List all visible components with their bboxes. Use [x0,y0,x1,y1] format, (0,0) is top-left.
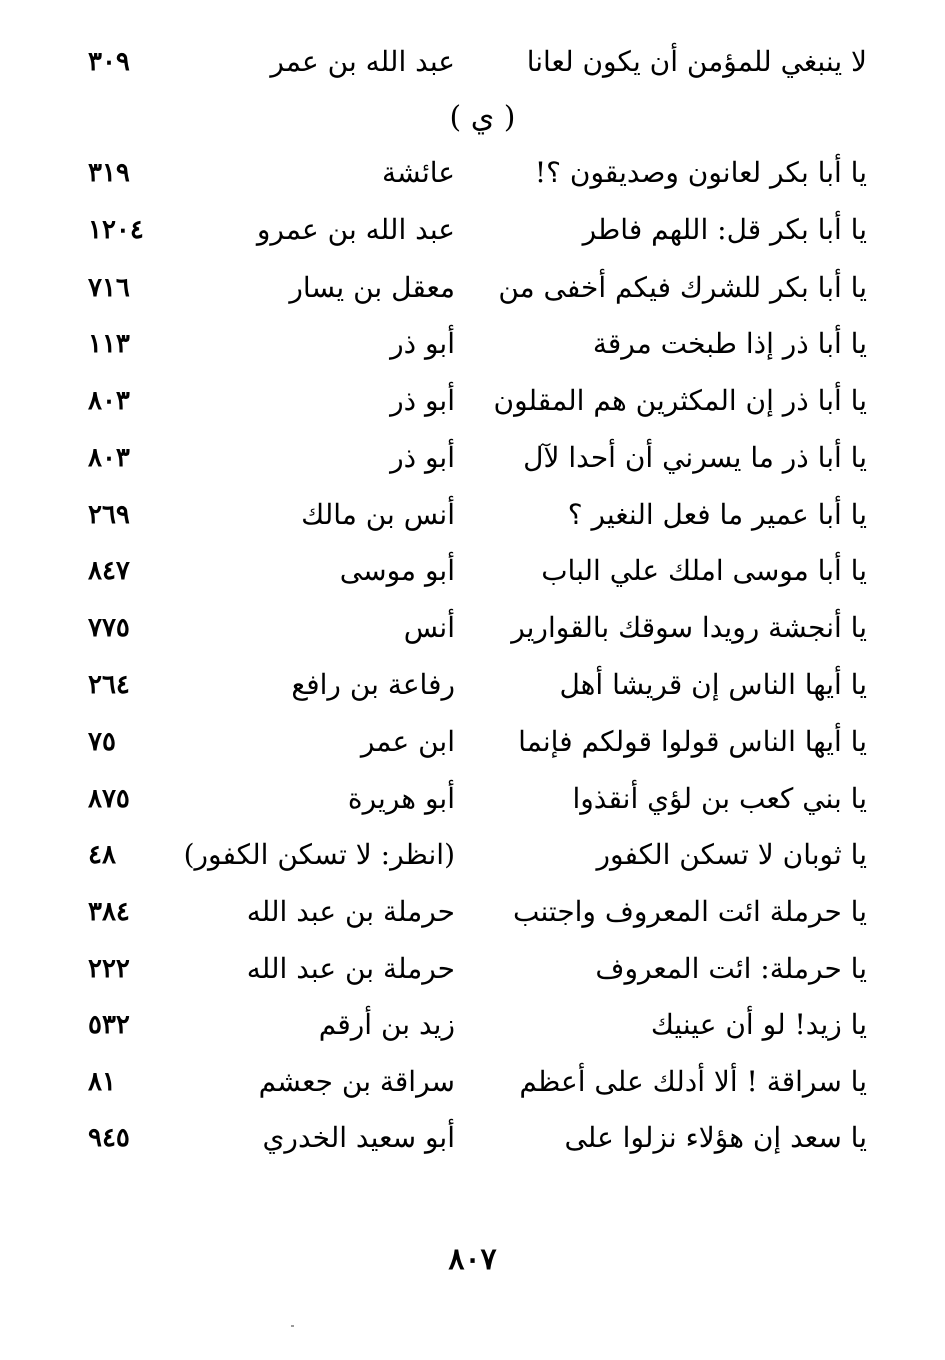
narrator-name: أبو هريرة [347,782,455,815]
hadith-text: لا ينبغي للمؤمن أن يكون لعانا [526,45,867,78]
hadith-number: ٤٨ [88,840,116,870]
hadith-text: يا أيها الناس قولوا قولكم فإنما [518,725,867,758]
hadith-text: يا زيد! لو أن عينيك [650,1008,867,1041]
index-entry [0,1054,945,1110]
index-entry [0,430,945,486]
scan-speck [291,1325,294,1327]
narrator-name: عبد الله بن عمرو [256,213,455,246]
hadith-text: يا أبا بكر قل: اللهم فاطر [582,213,867,246]
narrator-name: عبد الله بن عمر [270,45,455,78]
hadith-text: يا حرملة ائت المعروف واجتنب [512,895,867,928]
index-entry-first [0,34,945,90]
index-entry [0,145,945,201]
hadith-number: ٢٦٩ [88,500,130,530]
hadith-number: ٨١ [88,1067,116,1097]
hadith-text: يا ثوبان لا تسكن الكفور [596,838,867,871]
index-entry [0,373,945,429]
index-entry [0,997,945,1053]
page-number: ٨٠٧ [448,1242,497,1277]
index-entry [0,827,945,883]
hadith-number: ٥٣٢ [88,1010,130,1040]
index-entry [0,487,945,543]
index-entry [0,600,945,656]
hadith-number: ٨٧٥ [88,784,130,814]
section-heading-ya: ( ي ) [449,100,516,135]
index-entry [0,884,945,940]
narrator-name: (انظر: لا تسكن الكفور) [183,838,455,871]
hadith-number: ٨٠٣ [88,443,130,473]
narrator-name: زيد بن أرقم [318,1008,455,1041]
hadith-number: ٨٤٧ [88,556,130,586]
hadith-number: ٩٤٥ [88,1123,130,1153]
narrator-name: ابن عمر [360,725,455,758]
narrator-name: رفاعة بن رافع [291,668,455,701]
narrator-name: أنس بن مالك [301,498,455,531]
narrator-name: حرملة بن عبد الله [246,952,455,985]
hadith-number: ٢٦٤ [88,670,130,700]
hadith-text: يا أبا ذر إذا طبخت مرقة [592,327,867,360]
hadith-text: يا بني كعب بن لؤي أنقذوا [572,782,867,815]
narrator-name: أبو سعيد الخدري [262,1121,455,1154]
hadith-number: ٣٨٤ [88,897,130,927]
hadith-text: يا أبا ذر ما يسرني أن أحدا لآل [523,441,867,474]
hadith-text: يا أبا عمير ما فعل النغير ؟ [567,498,867,531]
hadith-text: يا أيها الناس إن قريشا أهل [559,668,867,701]
index-entry [0,714,945,770]
index-entry [0,543,945,599]
hadith-text: يا أبا ذر إن المكثرين هم المقلون [493,384,867,417]
index-entry [0,1110,945,1166]
hadith-number: ٣٠٩ [88,47,130,77]
narrator-name: أبو ذر [390,384,455,417]
hadith-text: يا أبا بكر لعانون وصديقون ؟! [534,156,867,189]
index-entry [0,202,945,258]
hadith-number: ١١٣ [88,329,130,359]
hadith-number: ١٢٠٤ [88,215,144,245]
hadith-text: يا سعد إن هؤلاء نزلوا على [564,1121,867,1154]
narrator-name: أبو موسى [339,554,455,587]
hadith-number: ٣١٩ [88,158,130,188]
hadith-text: يا سراقة ! ألا أدلك على أعظم [519,1065,867,1098]
narrator-name: أبو ذر [390,327,455,360]
narrator-name: أنس [403,611,455,644]
hadith-text: يا حرملة: ائت المعروف [595,952,867,985]
narrator-name: عائشة [381,156,455,189]
index-entry [0,941,945,997]
index-entry [0,771,945,827]
hadith-number: ٧٧٥ [88,613,130,643]
hadith-number: ٢٢٢ [88,954,130,984]
index-entry [0,260,945,316]
narrator-name: معقل بن يسار [289,271,455,304]
index-entry [0,657,945,713]
narrator-name: سراقة بن جعشم [258,1065,455,1098]
hadith-number: ٨٠٣ [88,386,130,416]
narrator-name: أبو ذر [390,441,455,474]
hadith-text: يا أبا بكر للشرك فيكم أخفى من [498,271,867,304]
hadith-number: ٧٥ [88,727,116,757]
index-entry [0,316,945,372]
hadith-text: يا أنجشة رويدا سوقك بالقوارير [511,611,867,644]
hadith-number: ٧١٦ [88,273,130,303]
narrator-name: حرملة بن عبد الله [246,895,455,928]
hadith-text: يا أبا موسى املك علي الباب [541,554,867,587]
